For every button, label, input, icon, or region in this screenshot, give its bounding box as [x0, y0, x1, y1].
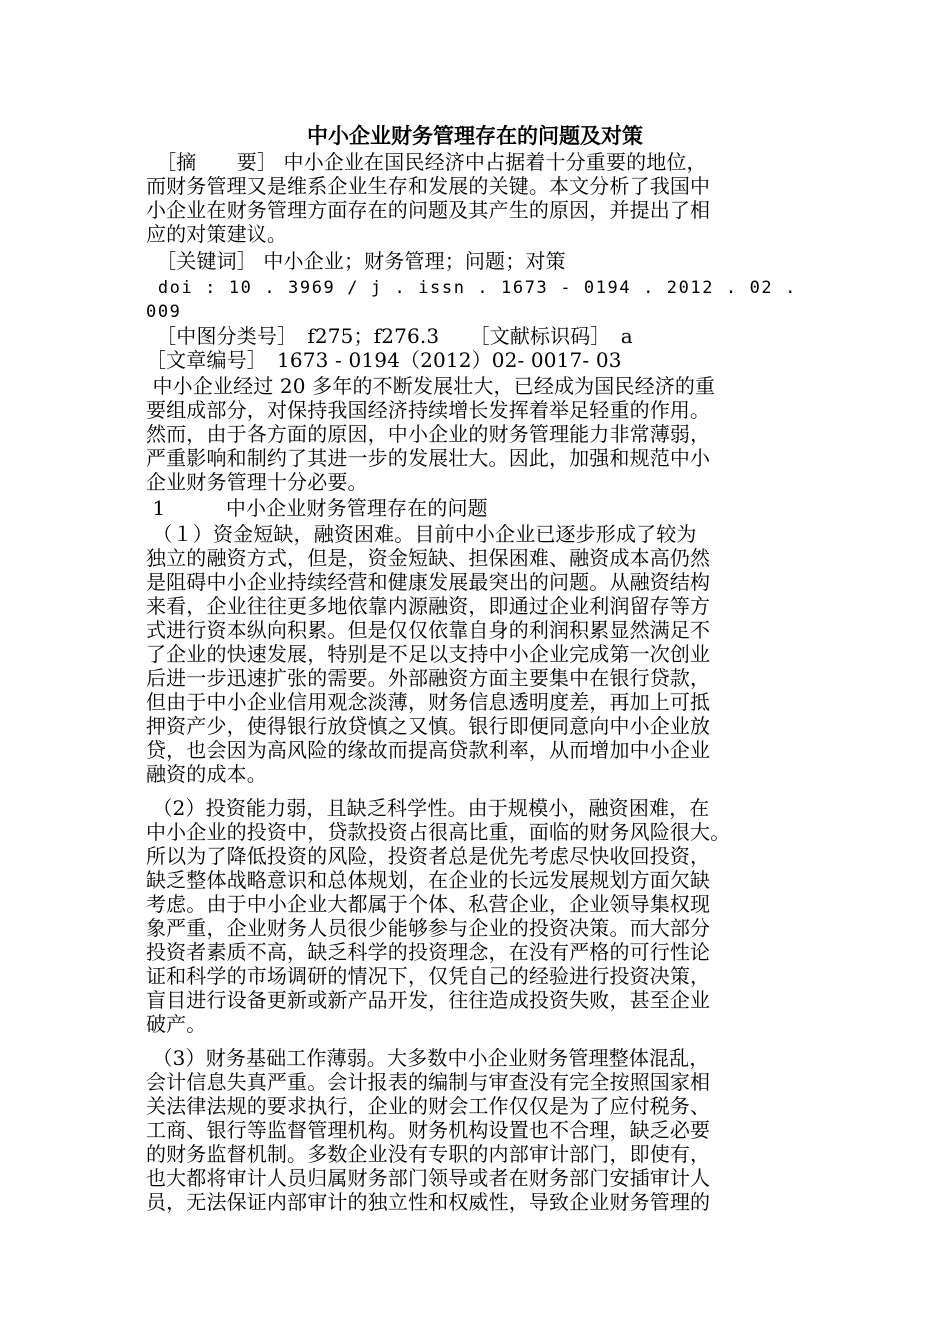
paragraph-line: 也大都将审计人员归属财务部门领导或者在财务部门安插审计人 [146, 1166, 711, 1190]
intro-line: 要组成部分，对保持我国经济持续增长发挥着举足轻重的作用。 [146, 398, 711, 422]
paragraph-line: 缺乏整体战略意识和总体规划，在企业的长远发展规划方面欠缺 [146, 868, 711, 892]
intro-line: 企业财务管理十分必要。 [146, 470, 368, 494]
paragraph-line: 是阻碍中小企业持续经营和健康发展最突出的问题。从融资结构 [146, 570, 711, 594]
keywords-line: ［关键词］ 中小企业；财务管理；问题；对策 [146, 249, 566, 273]
paragraph-line: 式进行资本纵向积累。但是仅仅依靠自身的利润积累显然满足不 [146, 618, 711, 642]
doi-line: 009 [146, 302, 182, 322]
article-number-line: ［文章编号］ 1673 - 0194（2012）02- 0017- 03 [146, 348, 622, 372]
paragraph-line: 押资产少，使得银行放贷慎之又慎。银行即便同意向中小企业放 [146, 714, 711, 738]
paragraph-line: 但由于中小企业信用观念淡薄，财务信息透明度差，再加上可抵 [146, 690, 711, 714]
paragraph-line: 的财务监督机制。多数企业没有专职的内部审计部门，即使有， [146, 1142, 711, 1166]
paragraph-line: 所以为了降低投资的风险，投资者总是优先考虑尽快收回投资， [146, 844, 711, 868]
paragraph-line: 考虑。由于中小企业大都属于个体、私营企业，企业领导集权现 [146, 892, 711, 916]
paragraph-line: 破产。 [146, 1012, 207, 1036]
paragraph-line: 来看，企业往往更多地依靠内源融资，即通过企业利润留存等方 [146, 594, 711, 618]
paragraph-line: 中小企业的投资中，贷款投资占很高比重，面临的财务风险很大。 [146, 820, 731, 844]
paragraph-line: 贷，也会因为高风险的缘故而提高贷款利率，从而增加中小企业 [146, 738, 711, 762]
abstract-line: 应的对策建议。 [146, 222, 288, 246]
paragraph-line: 关法律法规的要求执行，企业的财会工作仅仅是为了应付税务、 [146, 1094, 711, 1118]
paragraph-line: 融资的成本。 [146, 762, 267, 786]
paragraph-line: 投资者素质不高，缺乏科学的投资理念，在没有严格的可行性论 [146, 940, 711, 964]
paragraph-line: 独立的融资方式，但是，资金短缺、担保困难、融资成本高仍然 [146, 546, 711, 570]
paragraph-line: 象严重，企业财务人员很少能够参与企业的投资决策。而大部分 [146, 916, 711, 940]
paragraph-line: 员，无法保证内部审计的独立性和权威性，导致企业财务管理的 [146, 1190, 711, 1214]
intro-line: 中小企业经过 20 多年的不断发展壮大，已经成为国民经济的重 [146, 374, 716, 398]
paragraph-line: （3）财务基础工作薄弱。大多数中小企业财务管理整体混乱， [146, 1046, 710, 1070]
section-heading: 1 中小企业财务管理存在的问题 [146, 496, 488, 520]
paragraph-line: （2）投资能力弱，且缺乏科学性。由于规模小，融资困难，在 [146, 796, 710, 820]
paragraph-line: 会计信息失真严重。会计报表的编制与审查没有完全按照国家相 [146, 1070, 711, 1094]
paragraph-line: 后进一步迅速扩张的需要。外部融资方面主要集中在银行贷款， [146, 666, 711, 690]
intro-line: 严重影响和制约了其进一步的发展壮大。因此，加强和规范中小 [146, 446, 711, 470]
paragraph-line: 证和科学的市场调研的情况下，仅凭自己的经验进行投资决策， [146, 964, 711, 988]
paragraph-line: （１）资金短缺，融资困难。目前中小企业已逐步形成了较为 [146, 522, 697, 546]
classification-line: ［中图分类号］ f275；f276.3 ［文献标识码］ a [146, 324, 633, 348]
abstract-line: 小企业在财务管理方面存在的问题及其产生的原因，并提出了相 [146, 198, 711, 222]
abstract-line: 而财务管理又是维系企业生存和发展的关键。本文分析了我国中 [146, 174, 711, 198]
paragraph-line: 工商、银行等监督管理机构。财务机构设置也不合理，缺乏必要 [146, 1118, 711, 1142]
article-title: 中小企业财务管理存在的问题及对策 [307, 123, 643, 148]
abstract-line: ［摘 要］ 中小企业在国民经济中占据着十分重要的地位， [146, 150, 707, 174]
paragraph-line: 了企业的快速发展，特别是不足以支持中小企业完成第一次创业 [146, 642, 711, 666]
paragraph-line: 盲目进行设备更新或新产品开发，往往造成投资失败，甚至企业 [146, 988, 711, 1012]
intro-line: 然而，由于各方面的原因，中小企业的财务管理能力非常薄弱， [146, 422, 711, 446]
doi-line: doi : 10 . 3969 / j . issn . 1673 - 0194 . 2012 . 02 . [146, 278, 797, 298]
